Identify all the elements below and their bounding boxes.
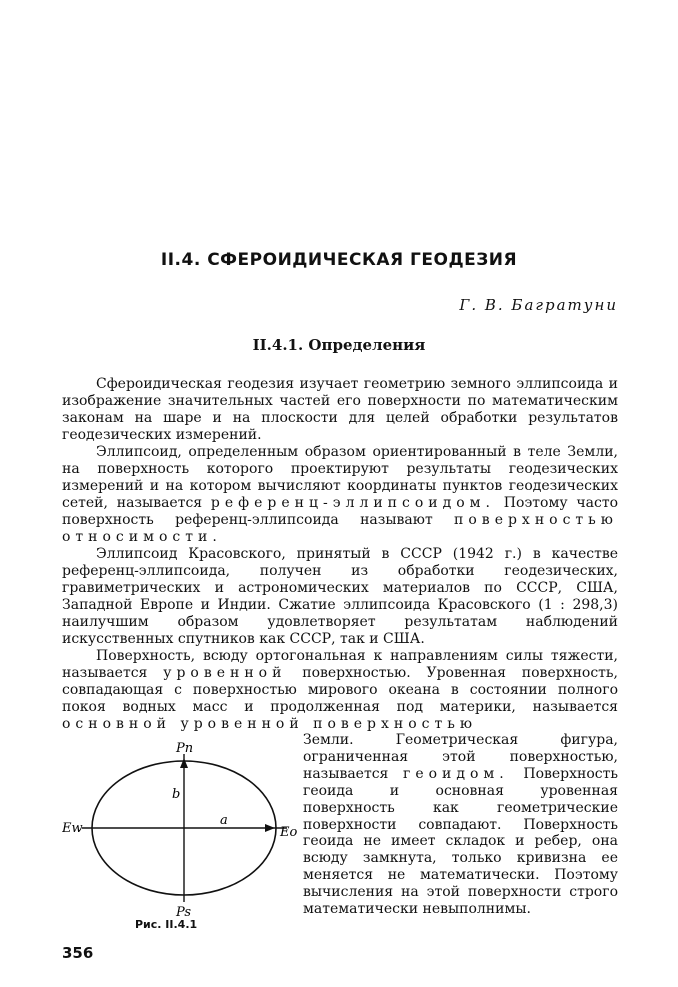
paragraph-2 (62, 444, 618, 546)
paragraph-4-text-b: поверхностью. Уровенная поверхность, совпадающая с поверхностью мирового океана в состоянии полного покоя водных масс и продолженная под материки, называется (62, 665, 618, 715)
arrow-a (265, 824, 275, 832)
paragraph-4-text-a: Поверхность, всюду ортогональная к направлениям силы тяжести, называется (62, 648, 618, 681)
term-surface-of-reference: поверхностью относимости. (62, 512, 618, 545)
term-reference-ellipsoid: референц-эллипсоидом. (210, 495, 496, 511)
ellipse-diagram (62, 740, 302, 920)
paragraph-4 (62, 648, 618, 733)
author: Г. В. Багратуни (459, 296, 618, 314)
paragraph-2-text-a: Эллипсоид, определенным образом ориентированный в теле Земли, на поверхность которого проектируют результаты геодезических измерений и на котором вычисляют координаты пунктов геодезических сетей, называется (62, 444, 618, 511)
ellipse-figure (62, 740, 302, 920)
arrow-b (180, 758, 188, 768)
side-text (303, 732, 618, 918)
label-ew: Ew (62, 821, 83, 836)
label-pn: Pn (176, 741, 194, 756)
term-main-level-surface: основной уровенной поверхностью (62, 716, 478, 732)
label-b: b (172, 787, 181, 802)
side-text-b: Поверхность геоида и основная уровенная поверхность как геометрические поверхности совпадают. Поверхность геоида не имеет складок и ребер, она всюду замкнута, только кривизна ее меняется не математически. Поэтому вычисления на этой поверхности строго математически невыполнимы. (303, 765, 618, 918)
side-text-a: Земли. Геометрическая фигура, ограниченная этой поверхностью, называется (303, 732, 618, 782)
subsection-title: II.4.1. Определения (252, 336, 426, 354)
label-a: a (220, 813, 228, 828)
paragraph-1: Сфероидическая геодезия изучает геометрию земного эллипсоида и изображение значительных частей его поверхности по математическим законам на шаре и на плоскости для целей обработки результатов геодезических измерений. (62, 376, 618, 443)
term-geoid: геоидом. (402, 765, 509, 782)
section-title: II.4. СФЕРОИДИЧЕСКАЯ ГЕОДЕЗИЯ (160, 250, 518, 270)
label-eo: Eo (280, 825, 298, 840)
page-number: 356 (62, 944, 94, 962)
paragraph-2-text-b: Поэтому часто поверхность референц-эллипсоида называют (62, 495, 618, 528)
figure-caption: Рис. II.4.1 (135, 918, 198, 931)
main-text (62, 376, 618, 733)
paragraph-3: Эллипсоид Красовского, принятый в СССР (1942 г.) в качестве референц-эллипсоида, получен из обработки геодезических, гравиметрических и астрономических материалов по СССР, США, Западной Европе и Индии. Сжатие эллипсоида Красовского (1 : 298,3) наилучшим образом удовлетворяет результатам наблюдений искусственных спутников как СССР, так и США. (62, 546, 618, 647)
label-ps: Ps (176, 905, 192, 920)
term-level: уровенной (163, 665, 287, 681)
